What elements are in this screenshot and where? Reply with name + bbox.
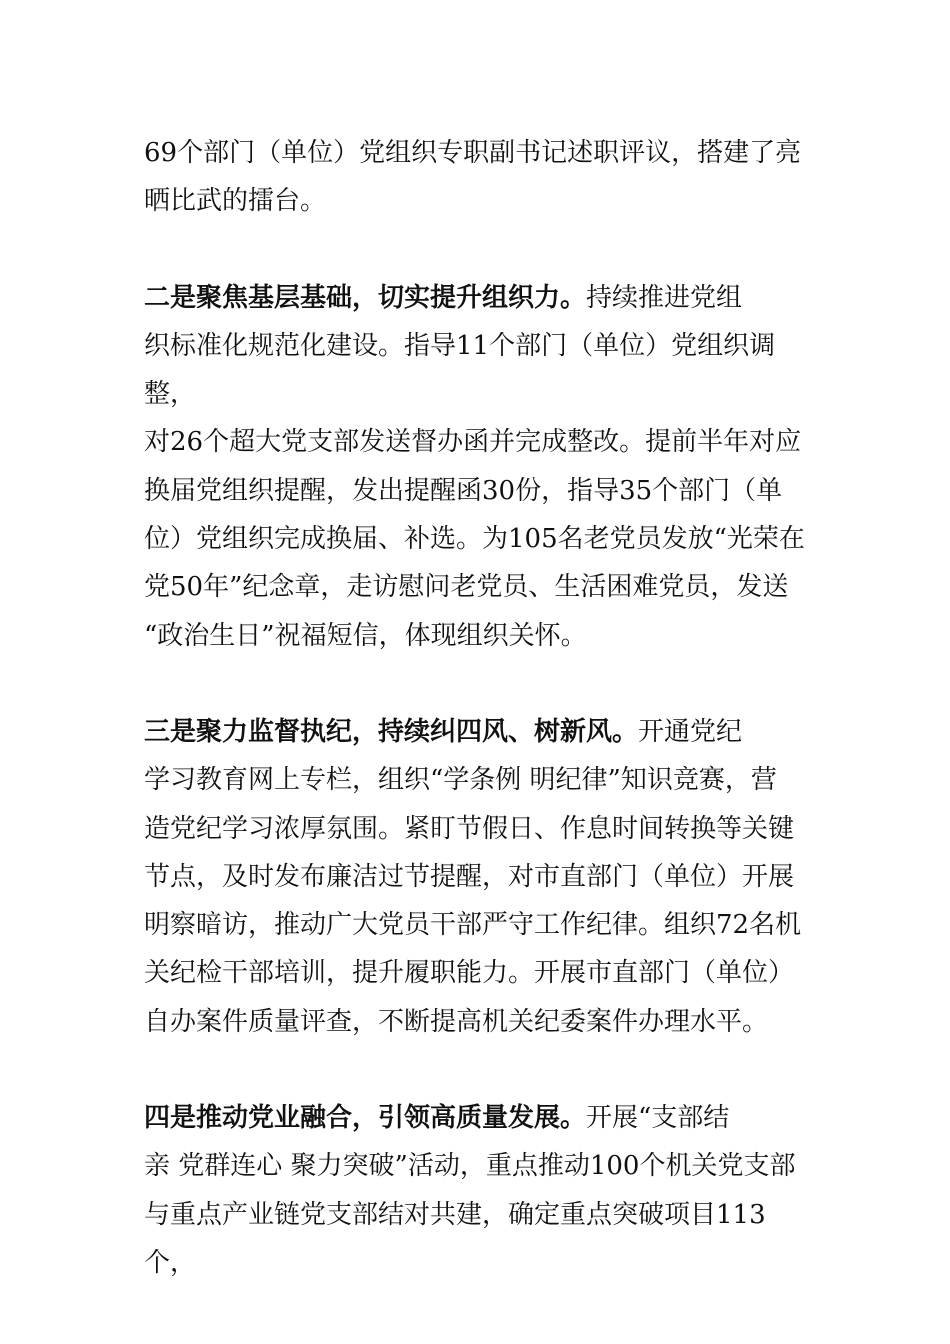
paragraph-4-text: 开展“支部结 亲 党群连心 聚力突破”活动，重点推动100个机关党支部 与重点产业链党支部结对共建，确定重点突破项目113个，	[144, 1103, 796, 1278]
paragraph-3-lead: 三是聚力监督执纪，持续纠四风、树新风。	[144, 716, 639, 747]
paragraph-2-lead: 二是聚焦基层基础，切实提升组织力。	[144, 282, 587, 313]
paragraph-3	[144, 708, 809, 1046]
paragraph-4	[144, 1094, 809, 1287]
paragraph-2	[144, 274, 809, 660]
paragraph-2-text: 持续推进党组 织标准化规范化建设。指导11个部门（单位）党组织调整， 对26个超大党支部发送督办函并完成整改。提前半年对应 换届党组织提醒，发出提醒函30份，指导35个部门（单 位）党组织完成换届、补选。为105名老党员发放“光荣在 党50年”纪念章，走访慰问老党员、生活困难党员，发送 “政治生日”祝福短信，体现组织关怀。	[144, 282, 805, 651]
paragraph-3-text: 开通党纪 学习教育网上专栏，组织“学条例 明纪律”知识竞赛，营 造党纪学习浓厚氛围。紧盯节假日、作息时间转换等关键 节点，及时发布廉洁过节提醒，对市直部门（单位）开展 明察暗访，推动广大党员干部严守工作纪律。组织72名机 关纪检干部培训，提升履职能力。开展市直部门（单位） 自办案件质量评查，不断提高机关纪委案件办理水平。	[144, 716, 802, 1037]
document-body	[144, 129, 809, 1287]
paragraph-4-lead: 四是推动党业融合，引领高质量发展。	[144, 1103, 587, 1134]
paragraph-1	[144, 129, 809, 226]
paragraph-gap	[144, 226, 809, 274]
paragraph-gap	[144, 1046, 809, 1094]
paragraph-gap	[144, 660, 809, 708]
paragraph-1-text: 69个部门（单位）党组织专职副书记述职评议，搭建了亮 晒比武的擂台。	[144, 138, 802, 217]
